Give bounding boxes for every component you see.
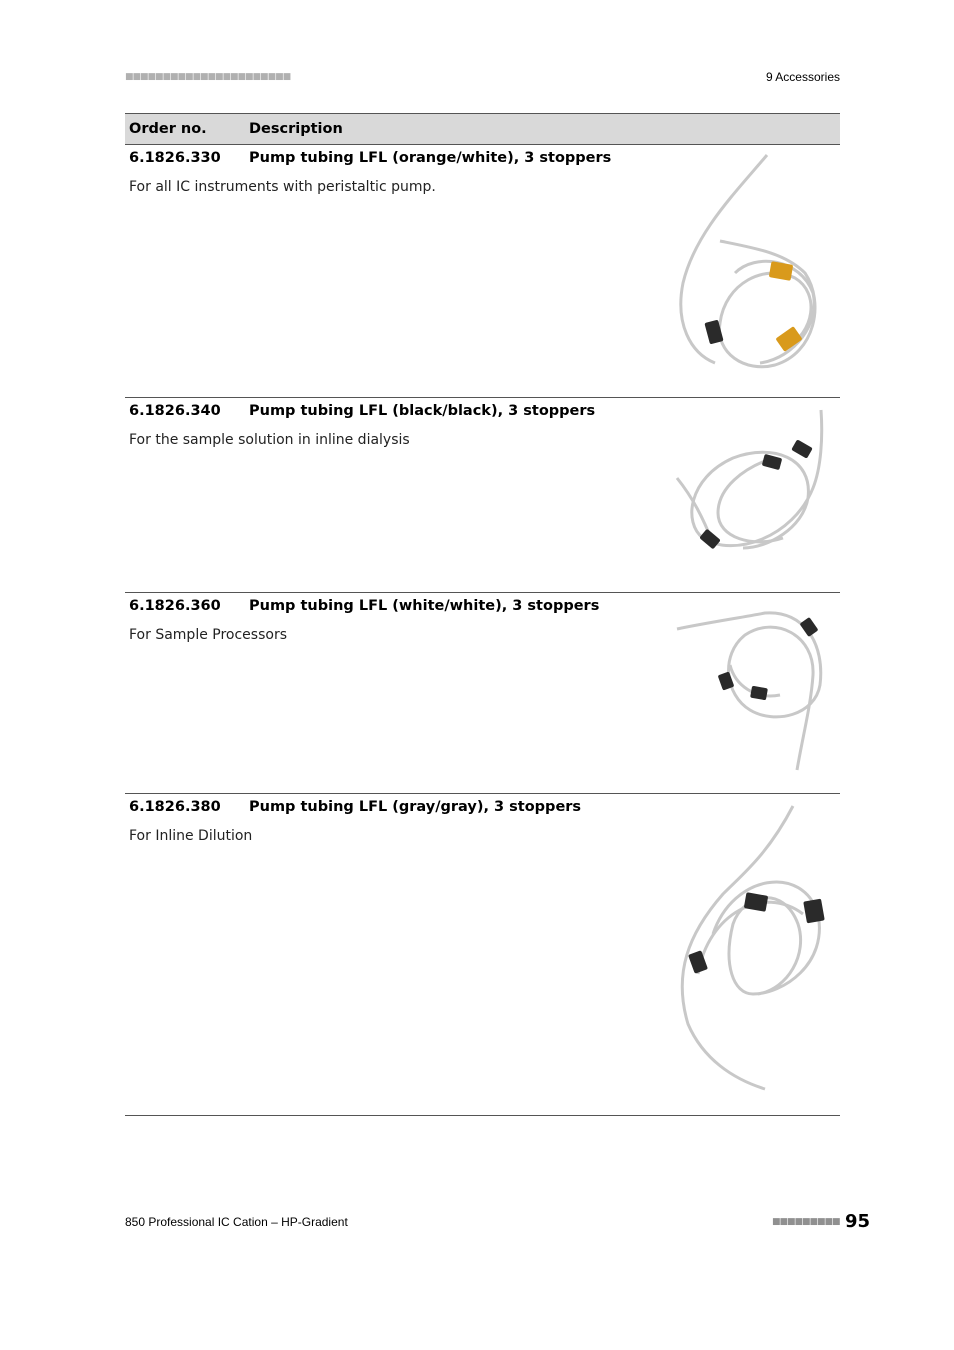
item-description: For Inline Dilution (129, 828, 253, 844)
order-number: 6.1826.340 (129, 403, 221, 419)
header-dots: ■■■■■■■■■■■■■■■■■■■■■■ (125, 72, 291, 82)
item-title: Pump tubing LFL (black/black), 3 stoppers (249, 403, 596, 419)
table-row (125, 593, 840, 794)
order-number: 6.1826.330 (129, 150, 221, 166)
accessories-table (125, 113, 840, 1116)
table-row (125, 398, 840, 593)
header-order-no: Order no. (129, 121, 207, 137)
order-number: 6.1826.360 (129, 598, 221, 614)
footer-dots: ■■■■■■■■■ (772, 1217, 840, 1227)
item-description: For the sample solution in inline dialysis (129, 432, 410, 448)
item-description: For Sample Processors (129, 627, 287, 643)
item-title: Pump tubing LFL (white/white), 3 stoppers (249, 598, 600, 614)
header-description: Description (249, 121, 343, 137)
page-number: 95 (845, 1211, 871, 1232)
table-row (125, 794, 840, 1116)
chapter-title: 9 Accessories (765, 70, 840, 84)
item-title: Pump tubing LFL (orange/white), 3 stoppers (249, 150, 612, 166)
pump-tubing-white-image (675, 605, 835, 775)
pump-tubing-orange-image (675, 153, 835, 378)
pump-tubing-gray-image (673, 804, 838, 1094)
item-description: For all IC instruments with peristaltic pump. (129, 179, 436, 195)
item-title: Pump tubing LFL (gray/gray), 3 stoppers (249, 799, 582, 815)
table-row (125, 145, 840, 398)
pump-tubing-black-image (673, 408, 838, 568)
order-number: 6.1826.380 (129, 799, 221, 815)
table-header (125, 113, 840, 145)
footer-title: 850 Professional IC Cation – HP-Gradient (125, 1215, 348, 1229)
